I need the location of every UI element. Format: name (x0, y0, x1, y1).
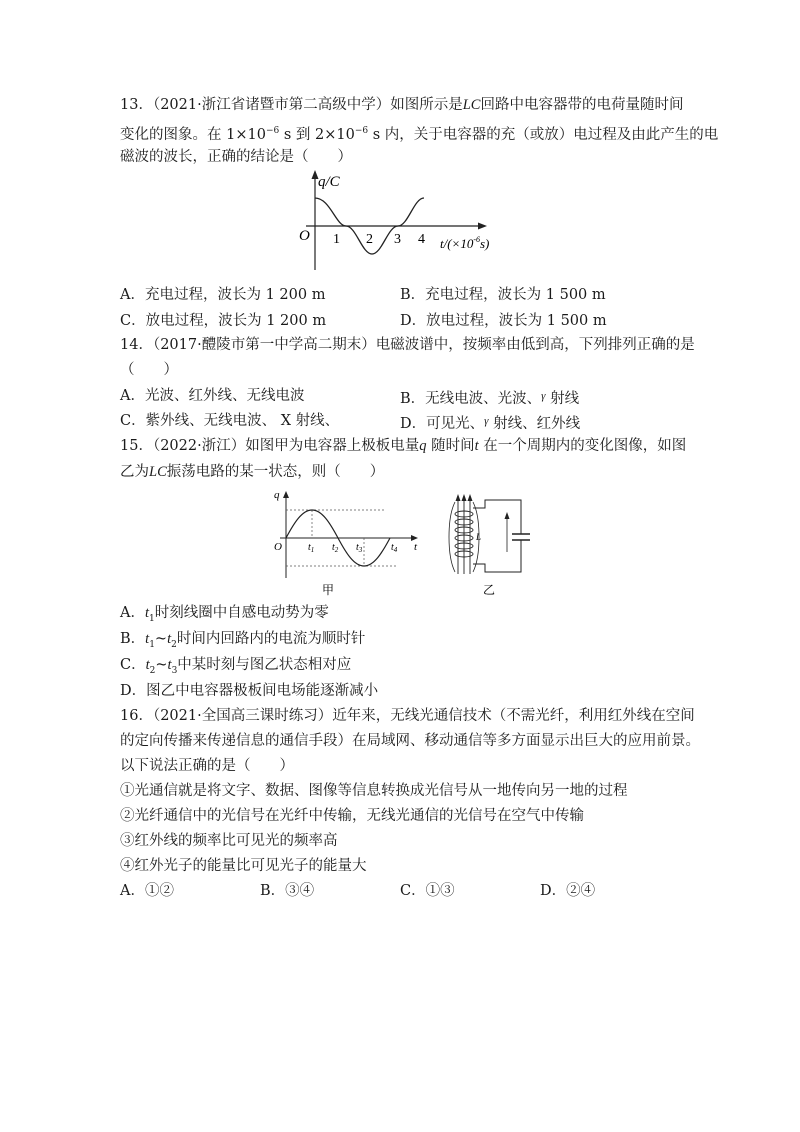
yi-wire (473, 500, 521, 534)
q16-statement-2: ②光纤通信中的光信号在光纤中传输，无线光通信的光信号在空气中传输 (120, 808, 584, 824)
jia-origin: O (274, 541, 282, 553)
jia-t3-t: t (356, 542, 359, 553)
q15-line2 (120, 462, 384, 482)
q13-graph (290, 168, 520, 278)
yi-caption: 乙 (483, 583, 496, 597)
q13-source: （2021·浙江省诸暨市第二高级中学） (152, 97, 391, 113)
q15-option-a-t: t (144, 605, 150, 621)
q13-y-label: q/C (318, 174, 340, 190)
q15-option-a (120, 603, 329, 629)
jia-t4-sub: 4 (393, 546, 398, 554)
q13-tick-3: 3 (394, 232, 401, 247)
q15-option-a-label: A． (120, 605, 145, 621)
q15-option-c (120, 655, 351, 681)
q15-lc-symbol: LC (149, 464, 167, 480)
q13-line2 (120, 121, 718, 145)
jia-t3 (356, 542, 363, 554)
jia-t1 (308, 542, 314, 554)
q13-option-d: D．放电过程，波长为 1 500 m (400, 313, 607, 329)
jia-y-arrow (283, 491, 289, 498)
q13-tick-4: 4 (418, 232, 425, 247)
q14-option-b-a: B．无线电波、光波、 (400, 391, 542, 407)
q15-option-c-mid: ~ (155, 657, 168, 673)
q13-origin: O (299, 228, 310, 244)
q16-option-a: A．①② (120, 883, 174, 899)
q13-exp1: −6 (265, 126, 280, 136)
yi-wire-bottom (473, 540, 521, 572)
q13-text-b: 回路中电容器带的电荷量随时间 (480, 97, 684, 113)
q15-option-b-text: 时间内回路内的电流为顺时针 (176, 631, 366, 647)
q15-line1 (120, 436, 686, 456)
yi-arrow-1 (456, 494, 461, 501)
q14-option-b-b: 射线 (545, 391, 580, 407)
q15-figure-jia (262, 486, 432, 598)
jia-y-label: q (274, 489, 280, 501)
q14-option-d-b: 射线、红外线 (488, 416, 581, 432)
q13-x-label-a: t/(×10 (440, 236, 474, 251)
yi-arrow-2 (462, 494, 467, 501)
q14-line2: （ ） (120, 362, 178, 378)
q13-tick-2: 2 (366, 232, 373, 247)
q15-option-b-label: B． (120, 631, 146, 647)
q15-q-symbol: q (419, 438, 427, 454)
q15-option-c-label: C． (120, 657, 146, 673)
q16-statement-3: ③红外线的频率比可见光的频率高 (120, 833, 338, 849)
q16-line2: 的定向传播来传递信息的通信手段）在局域网、移动通信等多方面显示出巨大的应用前景。 (120, 733, 700, 749)
q15-line2-a: 乙为 (120, 464, 149, 480)
q13-text-a: 如图所示是 (390, 97, 463, 113)
jia-t1-sub: 1 (310, 546, 315, 554)
q16-option-c: C．①③ (400, 883, 455, 899)
jia-t1-t: t (308, 542, 311, 553)
q16-line1: 16．（2021·全国高三课时练习）近年来，无线光通信技术（不需光纤，利用红外线在空间 (120, 708, 695, 724)
q15-line2-b: 振荡电路的某一状态，则（ ） (166, 464, 385, 480)
q16-statement-1: ①光通信就是将文字、数据、图像等信息转换成光信号从一地传向另一地的过程 (120, 783, 628, 799)
q15-option-c-t2: t (167, 657, 172, 673)
jia-t3-sub: 3 (358, 546, 363, 554)
q15-option-a-text: 时刻线圈中自感电动势为零 (154, 605, 329, 621)
yi-outer-field-left (449, 502, 455, 572)
q13-x-label-exp: -6 (473, 235, 480, 244)
q15-line1-c: 在一个周期内的变化图像，如图 (478, 438, 687, 454)
q13-tick-1: 1 (333, 232, 340, 247)
q13-line1 (120, 95, 683, 115)
q15-option-c-text: 中某时刻与图乙状态相对应 (177, 657, 352, 673)
q15-option-a-sub: 1 (149, 613, 155, 624)
q13-line2-b: s 到 2×10 (279, 126, 355, 143)
q15-option-c-t1: t (145, 657, 150, 673)
q15-option-b-mid: ~ (154, 631, 168, 647)
q15-option-b-t1: t (145, 631, 150, 647)
q13-option-b: B．充电过程，波长为 1 500 m (400, 287, 606, 303)
q13-x-arrow (478, 223, 487, 230)
yi-inductor-label: L (476, 532, 482, 542)
q14-line1: 14．（2017·醴陵市第一中学高二期末）电磁波谱中，按频率由低到高，下列排列正确的是 (120, 337, 695, 353)
q14-option-d-gamma: γ (484, 415, 489, 427)
q14-option-a: A．光波、红外线、无线电波 (120, 388, 305, 404)
q13-line3: 磁波的波长，正确的结论是（ ） (120, 149, 352, 165)
q15-option-c-sub2: 3 (171, 665, 178, 676)
q13-exp2: −6 (354, 126, 369, 136)
q15-option-b-sub1: 1 (149, 639, 155, 650)
q13-x-label-b: s) (480, 236, 490, 251)
q14-option-b-gamma: γ (541, 390, 546, 402)
q15-t-symbol: t (474, 438, 479, 454)
q13-option-a: A．充电过程，波长为 1 200 m (120, 287, 326, 303)
q15-option-c-sub1: 2 (149, 665, 156, 676)
q14-option-d-a: D．可见光、 (400, 416, 485, 432)
q13-line2-c: s 内，关于电容器的充（或放）电过程及由此产生的电 (368, 126, 719, 143)
jia-t4-t: t (391, 542, 394, 553)
q15-option-b-sub2: 2 (171, 639, 177, 650)
q14-option-c: C．紫外线、无线电波、 X 射线、 (120, 413, 340, 429)
q15-figure-yi (445, 486, 540, 598)
q14-option-b (400, 386, 579, 409)
q16-option-b: B．③④ (260, 883, 315, 899)
jia-caption: 甲 (322, 583, 335, 597)
q13-lc-symbol: LC (462, 97, 481, 113)
q15-line1-b: 随时间 (426, 438, 475, 454)
yi-e-arrow-1 (505, 512, 510, 519)
jia-t2-sub: 2 (334, 546, 339, 554)
q16-option-d: D．②④ (540, 883, 596, 899)
q13-option-c: C．放电过程，波长为 1 200 m (120, 313, 327, 329)
q13-x-label (440, 235, 489, 251)
q16-statement-4: ④红外光子的能量比可见光子的能量大 (120, 858, 367, 874)
q16-line3: 以下说法正确的是（ ） (120, 758, 294, 774)
q14-option-d (400, 411, 580, 434)
q15-option-b-t2: t (167, 631, 172, 647)
q15-line1-a: 15．（2022·浙江）如图甲为电容器上极板电量 (120, 438, 420, 454)
q15-option-b (120, 629, 365, 655)
jia-t2 (332, 542, 339, 554)
yi-arrow-3 (468, 494, 473, 501)
q13-line2-a: 变化的图象。在 1×10 (120, 126, 266, 143)
jia-x-label: t (414, 541, 418, 553)
jia-t2-t: t (332, 542, 335, 553)
q15-option-d: D．图乙中电容器极板间电场能逐渐减小 (120, 683, 379, 699)
jia-t4 (391, 542, 398, 554)
q13-number: 13． (120, 97, 153, 113)
